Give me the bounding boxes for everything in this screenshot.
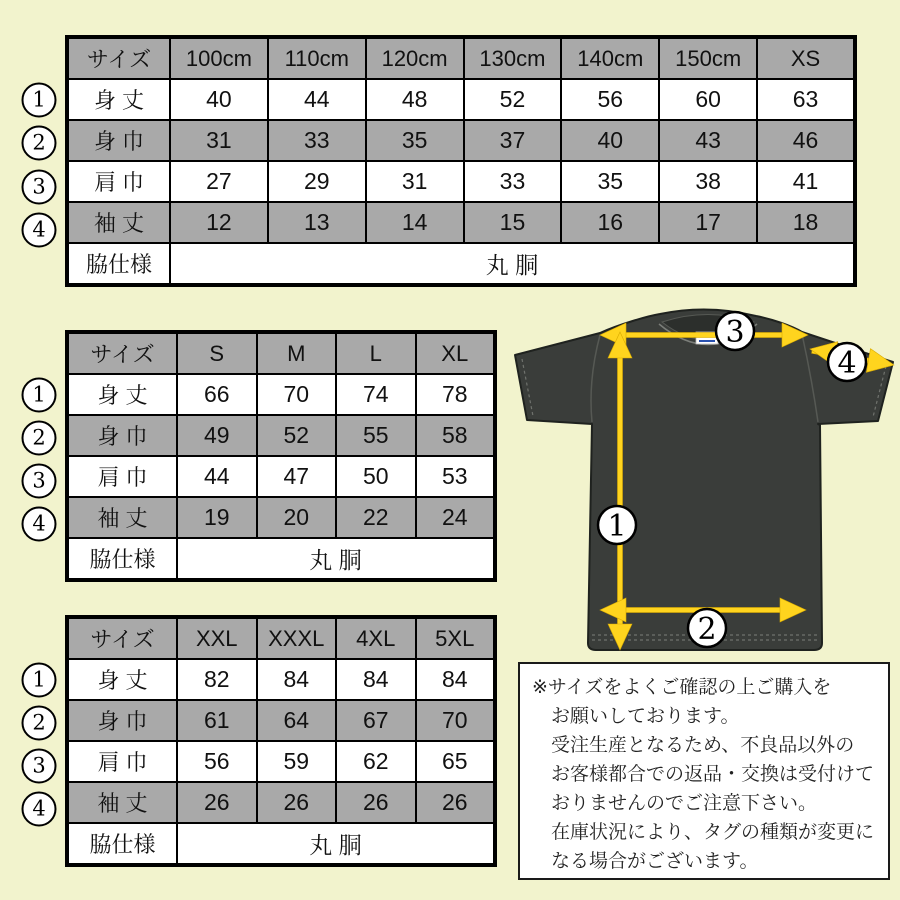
size-column-header: 4XL <box>336 617 416 659</box>
purchase-note-line: なる場合がございます。 <box>551 851 759 872</box>
measure-value: 22 <box>336 497 416 538</box>
size-header-label: サイズ <box>67 617 177 659</box>
size-table-kids <box>65 35 857 287</box>
measure-label: 身 巾 <box>67 120 170 161</box>
measure-value: 37 <box>464 120 562 161</box>
measure-value: 33 <box>268 120 366 161</box>
row-number-marker: 3 <box>22 748 57 783</box>
size-table <box>65 35 857 287</box>
measure-value: 33 <box>464 161 562 202</box>
measure-label: 袖 丈 <box>67 782 177 823</box>
size-column-header: XS <box>757 37 855 79</box>
measure-label-1 <box>598 506 636 544</box>
size-column-header: XXL <box>177 617 257 659</box>
measure-value: 44 <box>177 456 257 497</box>
measure-value: 26 <box>336 782 416 823</box>
measure-value: 40 <box>170 79 268 120</box>
measure-value: 84 <box>336 659 416 700</box>
svg-text:4: 4 <box>837 346 857 381</box>
measure-value: 70 <box>257 374 337 415</box>
size-column-header: M <box>257 332 337 374</box>
size-column-header: 130cm <box>464 37 562 79</box>
side-spec-row <box>67 538 495 580</box>
size-column-header: XXXL <box>257 617 337 659</box>
measure-value: 52 <box>464 79 562 120</box>
measure-value: 55 <box>336 415 416 456</box>
measure-value: 84 <box>416 659 496 700</box>
measure-value: 16 <box>561 202 659 243</box>
measure-value: 17 <box>659 202 757 243</box>
measure-value: 62 <box>336 741 416 782</box>
measure-row <box>67 202 855 243</box>
measure-value: 46 <box>757 120 855 161</box>
svg-text:3: 3 <box>725 315 745 350</box>
size-table-adult <box>65 330 497 582</box>
purchase-note-line: 在庫状況により、タグの種類が変更に <box>551 822 875 843</box>
size-header-label: サイズ <box>67 37 170 79</box>
size-column-header: XL <box>416 332 496 374</box>
row-number-marker: 3 <box>22 169 57 204</box>
measure-label: 身 丈 <box>67 374 177 415</box>
measure-value: 20 <box>257 497 337 538</box>
measure-label: 袖 丈 <box>67 202 170 243</box>
measure-value: 26 <box>416 782 496 823</box>
row-number-marker: 1 <box>22 82 57 117</box>
purchase-note <box>518 662 890 880</box>
purchase-note-line: お願いしております。 <box>551 706 740 727</box>
measure-value: 70 <box>416 700 496 741</box>
measure-label-4 <box>828 343 866 381</box>
measure-row <box>67 497 495 538</box>
measure-row <box>67 782 495 823</box>
measure-value: 40 <box>561 120 659 161</box>
measure-row <box>67 741 495 782</box>
size-column-header: 5XL <box>416 617 496 659</box>
size-column-header: 150cm <box>659 37 757 79</box>
size-column-header: L <box>336 332 416 374</box>
measure-row <box>67 456 495 497</box>
tshirt-measure-diagram <box>500 298 900 663</box>
side-spec-label: 脇仕様 <box>67 823 177 865</box>
measure-value: 15 <box>464 202 562 243</box>
measure-label: 肩 巾 <box>67 456 177 497</box>
measure-value: 53 <box>416 456 496 497</box>
measure-label: 身 巾 <box>67 415 177 456</box>
measure-value: 13 <box>268 202 366 243</box>
size-column-header: 120cm <box>366 37 464 79</box>
measure-value: 56 <box>561 79 659 120</box>
measure-label: 肩 巾 <box>67 741 177 782</box>
svg-text:2: 2 <box>697 612 717 647</box>
measure-value: 52 <box>257 415 337 456</box>
row-number-marker: 1 <box>22 377 57 412</box>
measure-row <box>67 659 495 700</box>
size-header-label: サイズ <box>67 332 177 374</box>
measure-value: 50 <box>336 456 416 497</box>
measure-value: 65 <box>416 741 496 782</box>
measure-label: 身 丈 <box>67 659 177 700</box>
measure-value: 74 <box>336 374 416 415</box>
measure-value: 78 <box>416 374 496 415</box>
measure-value: 26 <box>257 782 337 823</box>
row-number-marker: 3 <box>22 463 57 498</box>
measure-value: 59 <box>257 741 337 782</box>
row-number-marker: 2 <box>22 420 57 455</box>
size-table <box>65 330 497 582</box>
side-spec-row <box>67 243 855 285</box>
measure-value: 67 <box>336 700 416 741</box>
size-column-header: 110cm <box>268 37 366 79</box>
measure-value: 61 <box>177 700 257 741</box>
row-number-marker: 2 <box>22 126 57 161</box>
measure-value: 44 <box>268 79 366 120</box>
measure-value: 35 <box>561 161 659 202</box>
measure-value: 48 <box>366 79 464 120</box>
measure-value: 18 <box>757 202 855 243</box>
side-spec-value: 丸 胴 <box>170 243 855 285</box>
row-number-marker: 4 <box>22 212 57 247</box>
purchase-note-line: ※サイズをよくご確認の上ご購入を <box>532 677 832 698</box>
measure-label: 袖 丈 <box>67 497 177 538</box>
measure-value: 56 <box>177 741 257 782</box>
measure-value: 19 <box>177 497 257 538</box>
measure-value: 66 <box>177 374 257 415</box>
measure-value: 29 <box>268 161 366 202</box>
measure-value: 38 <box>659 161 757 202</box>
measure-value: 63 <box>757 79 855 120</box>
measure-value: 41 <box>757 161 855 202</box>
measure-row <box>67 161 855 202</box>
measure-label-3 <box>716 312 754 350</box>
side-spec-value: 丸 胴 <box>177 823 495 865</box>
row-number-marker: 4 <box>22 506 57 541</box>
measure-value: 27 <box>170 161 268 202</box>
size-column-header: 140cm <box>561 37 659 79</box>
measure-value: 35 <box>366 120 464 161</box>
size-column-header: S <box>177 332 257 374</box>
side-spec-label: 脇仕様 <box>67 538 177 580</box>
side-spec-label: 脇仕様 <box>67 243 170 285</box>
measure-row <box>67 120 855 161</box>
purchase-note-line: おりませんのでご注意下さい。 <box>551 793 818 814</box>
measure-row <box>67 374 495 415</box>
measure-value: 24 <box>416 497 496 538</box>
measure-value: 49 <box>177 415 257 456</box>
size-table <box>65 615 497 867</box>
purchase-note-line: 受注生産となるため、不良品以外の <box>551 735 855 756</box>
row-number-marker: 1 <box>22 662 57 697</box>
measure-row <box>67 415 495 456</box>
measure-label: 身 巾 <box>67 700 177 741</box>
measure-value: 14 <box>366 202 464 243</box>
measure-value: 58 <box>416 415 496 456</box>
measure-value: 82 <box>177 659 257 700</box>
row-number-marker: 4 <box>22 791 57 826</box>
measure-row <box>67 700 495 741</box>
measure-value: 31 <box>170 120 268 161</box>
measure-row <box>67 79 855 120</box>
measure-label: 肩 巾 <box>67 161 170 202</box>
row-number-marker: 2 <box>22 705 57 740</box>
measure-value: 31 <box>366 161 464 202</box>
measure-value: 60 <box>659 79 757 120</box>
measure-value: 26 <box>177 782 257 823</box>
measure-value: 47 <box>257 456 337 497</box>
size-column-header: 100cm <box>170 37 268 79</box>
purchase-note-line: お客様都合での返品・交換は受付けて <box>551 764 875 785</box>
side-spec-row <box>67 823 495 865</box>
measure-label: 身 丈 <box>67 79 170 120</box>
measure-value: 43 <box>659 120 757 161</box>
measure-value: 84 <box>257 659 337 700</box>
measure-value: 12 <box>170 202 268 243</box>
size-table-plus <box>65 615 497 867</box>
side-spec-value: 丸 胴 <box>177 538 495 580</box>
measure-value: 64 <box>257 700 337 741</box>
measure-label-2 <box>688 609 726 647</box>
svg-text:1: 1 <box>607 509 627 544</box>
